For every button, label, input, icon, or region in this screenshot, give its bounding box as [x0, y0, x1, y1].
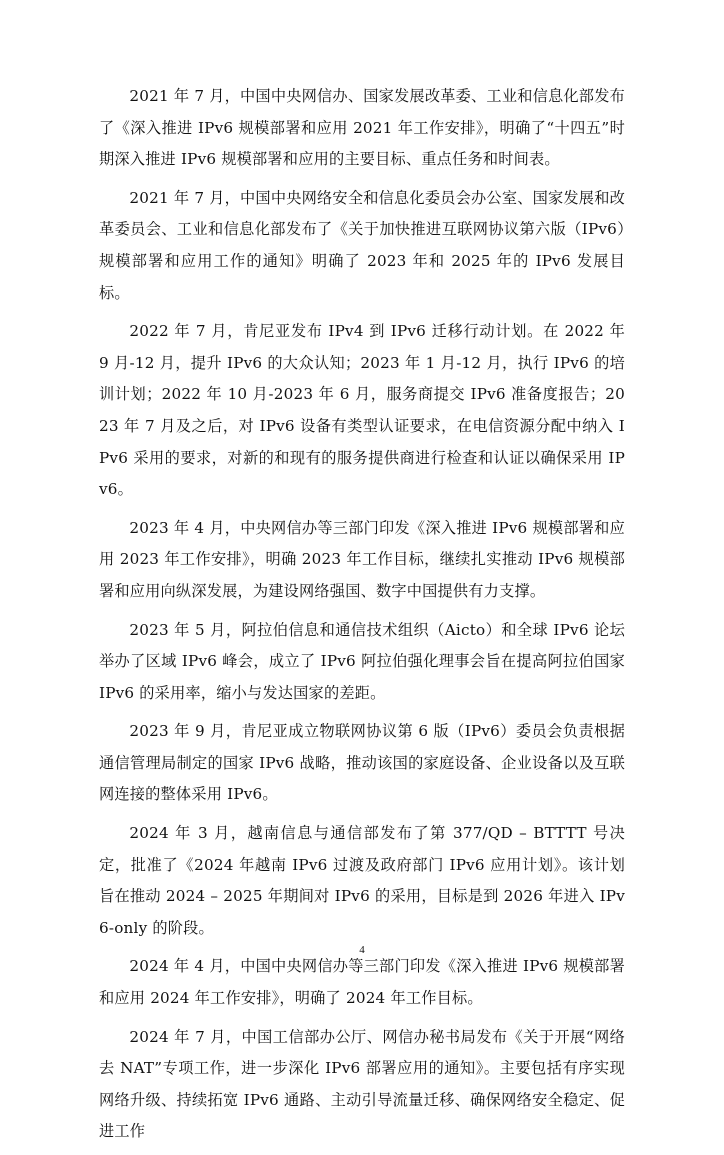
paragraph-2023-may-aicto: 2023 年 5 月，阿拉伯信息和通信技术组织（Aicto）和全球 IPv6 论坛举办了区域 IPv6 峰会，成立了 IPv6 阿拉伯强化理事会旨在提高阿拉伯国家 IPv6 的采用率，缩小与发达国家的差距。	[99, 620, 625, 702]
paragraph-2024-mar-vietnam: 2024 年 3 月，越南信息与通信部发布了第 377/QD – BTTTT 号决定，批准了《2024 年越南 IPv6 过渡及政府部门 IPv6 应用计划》。该计划旨在推动 2024 – 2025 年期间对 IPv6 的采用，目标是到 2026 年进入 IPv6-only 的阶段。	[99, 824, 625, 937]
paragraph-2021-jul-notice: 2021 年 7 月，中国中央网络安全和信息化委员会办公室、国家发展和改革委员会、工业和信息化部发布了《关于加快推进互联网协议第六版（IPv6）规模部署和应用工作的通知》明确了 2023 年和 2025 年的 IPv6 发展目标。	[99, 188, 625, 302]
paragraph-2024-apr-work-plan: 2024 年 4 月，中国中央网信办等三部门印发《深入推进 IPv6 规模部署和应用 2024 年工作安排》，明确了 2024 年工作目标。	[99, 957, 625, 1008]
paragraph-2023-sep-kenya: 2023 年 9 月，肯尼亚成立物联网协议第 6 版（IPv6）委员会负责根据通信管理局制定的国家 IPv6 战略，推动该国的家庭设备、企业设备以及互联网连接的整体采用 IPv6。	[99, 722, 625, 804]
paragraph-2024-jul-nat: 2024 年 7 月，中国工信部办公厅、网信办秘书局发布《关于开展“网络去 NAT”专项工作，进一步深化 IPv6 部署应用的通知》。主要包括有序实现网络升级、持续拓宽 IPv6 通路、主动引导流量迁移、确保网络安全稳定、促进工作	[99, 1027, 625, 1141]
body-text	[99, 81, 625, 1155]
paragraph-2022-jul-kenya: 2022 年 7 月，肯尼亚发布 IPv4 到 IPv6 迁移行动计划。在 2022 年 9 月-12 月，提升 IPv6 的大众认知；2023 年 1 月-12 月，执行 IPv6 的培训计划；2022 年 10 月-2023 年 6 月，服务商提交 IPv6 准备度报告；2023 年 7 月及之后，对 IPv6 设备有类型认证要求，在电信资源分配中纳入 IPv6 采用的要求，对新的和现有的服务提供商进行检查和认证以确保采用 IPv6。	[99, 322, 625, 499]
page-number: 4	[359, 944, 365, 956]
paragraph-2021-jul-work-plan: 2021 年 7 月，中国中央网信办、国家发展改革委、工业和信息化部发布了《深入推进 IPv6 规模部署和应用 2021 年工作安排》，明确了“十四五”时期深入推进 IPv6 规模部署和应用的主要目标、重点任务和时间表。	[99, 87, 625, 169]
paragraph-2023-apr-work-plan: 2023 年 4 月，中央网信办等三部门印发《深入推进 IPv6 规模部署和应用 2023 年工作安排》，明确 2023 年工作目标，继续扎实推动 IPv6 规模部署和应用向纵深发展，为建设网络强国、数字中国提供有力支撑。	[99, 518, 625, 600]
